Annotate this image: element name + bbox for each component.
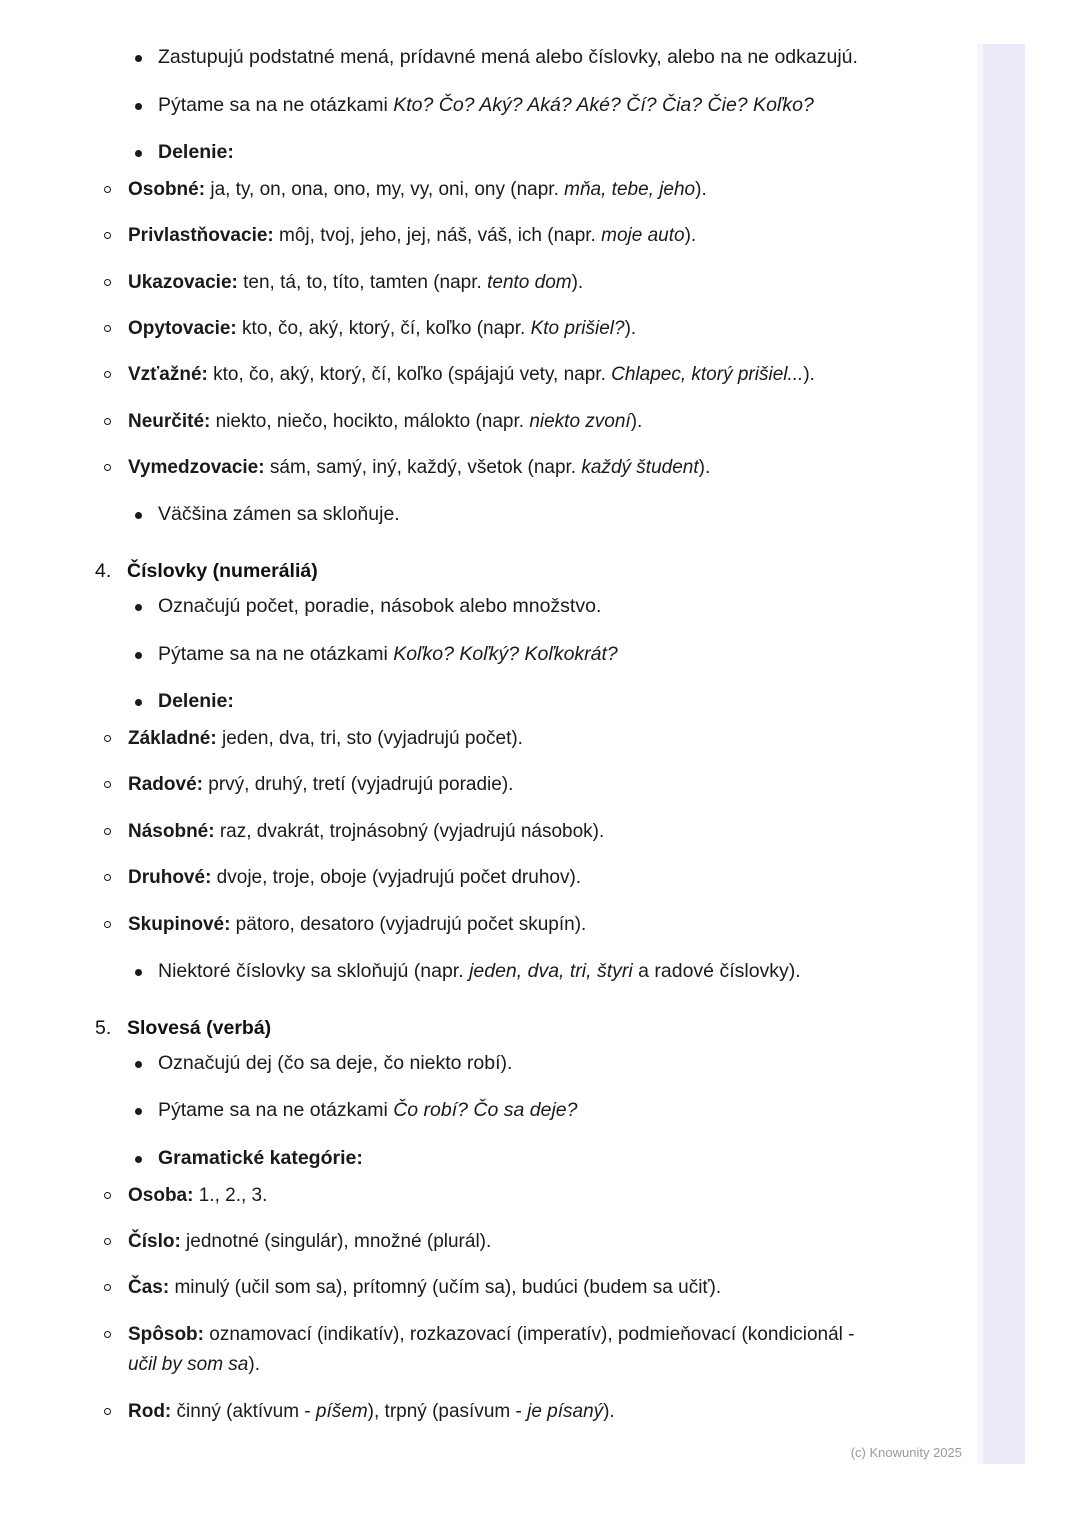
- sub-list-item: [95, 453, 885, 483]
- sub-list-item: [95, 770, 885, 800]
- sub-bullet-list: [95, 1181, 885, 1427]
- sub-list-item-text: Skupinové: pätoro, desatoro (vyjadrujú počet skupín).: [128, 913, 587, 935]
- sub-list-item-text: Vzťažné: kto, čo, aký, ktorý, čí, koľko (spájajú vety, napr. Chlapec, ktorý prišiel...).: [128, 364, 815, 386]
- sub-list-item-text: Číslo: jednotné (singulár), množné (plurál).: [128, 1230, 492, 1252]
- sub-list-item-text: Vymedzovacie: sám, samý, iný, každý, všetok (napr. každý študent).: [128, 457, 711, 479]
- sub-list-item-text: Privlastňovacie: môj, tvoj, jeho, jej, náš, váš, ich (napr. moje auto).: [128, 225, 697, 247]
- sub-list-item: [95, 221, 885, 251]
- list-item-text: Pýtame sa na ne otázkami Koľko? Koľký? Koľkokrát?: [158, 642, 618, 665]
- nested-list-holder: [95, 724, 885, 940]
- sub-list-item: [95, 1227, 885, 1257]
- list-item: [95, 42, 885, 74]
- sub-list-item-text: Opytovacie: kto, čo, aký, ktorý, čí, koľko (napr. Kto prišiel?).: [128, 317, 637, 339]
- list-item: [95, 686, 885, 940]
- outline-blocks: [95, 42, 885, 1427]
- bullet-list: [95, 1048, 885, 1427]
- list-item-text: Delenie:: [158, 690, 234, 713]
- list-item-text: Označujú počet, poradie, násobok alebo množstvo.: [158, 595, 602, 618]
- list-item-text: Pýtame sa na ne otázkami Kto? Čo? Aký? Aká? Aké? Čí? Čia? Čie? Koľko?: [158, 93, 814, 116]
- sub-list-item: [95, 175, 885, 205]
- sub-list-item: [95, 360, 885, 390]
- list-item-text: Gramatické kategórie:: [158, 1147, 363, 1169]
- sub-list-item: [95, 817, 885, 847]
- page-decoration-band: [983, 44, 1025, 1464]
- section-number: 4.: [95, 560, 112, 583]
- sub-list-item: [95, 724, 885, 754]
- bullet-list: [95, 42, 885, 531]
- sub-list-item: [95, 314, 885, 344]
- section-title: Číslovky (numeráliá): [127, 560, 318, 583]
- sub-list-item: [95, 1273, 885, 1303]
- copyright-notice: (c) Knowunity 2025: [850, 1445, 962, 1460]
- sub-list-item: [95, 863, 885, 893]
- list-item-text: Väčšina zámen sa skloňuje.: [158, 503, 400, 526]
- sub-bullet-list: [95, 724, 885, 940]
- sub-list-item-text: Radové: prvý, druhý, tretí (vyjadrujú poradie).: [128, 774, 514, 796]
- sub-list-item-text: Neurčité: niekto, niečo, hocikto, málokto (napr. niekto zvoní).: [128, 410, 643, 432]
- sub-list-item-text: Osobné: ja, ty, on, ona, ono, my, vy, oni, ony (napr. mňa, tebe, jeho).: [128, 178, 707, 200]
- sub-list-item: [95, 1320, 885, 1381]
- sub-list-item-text: Rod: činný (aktívum - píšem), trpný (pasívum - je písaný).: [128, 1400, 615, 1422]
- section-heading: [95, 1014, 885, 1042]
- list-item: [95, 1143, 885, 1427]
- sub-list-item: [95, 407, 885, 437]
- sub-list-item-text: Základné: jeden, dva, tri, sto (vyjadrujú počet).: [128, 728, 523, 750]
- section-number: 5.: [95, 1016, 112, 1039]
- sub-list-item: [95, 268, 885, 298]
- bullet-list: [95, 591, 885, 987]
- list-item: [95, 1048, 885, 1080]
- list-item-text: Delenie:: [158, 141, 234, 164]
- sub-list-item-text: Čas: minulý (učil som sa), prítomný (učím sa), budúci (budem sa učiť).: [128, 1277, 722, 1299]
- sub-list-item-text: Druhové: dvoje, troje, oboje (vyjadrujú počet druhov).: [128, 867, 582, 889]
- list-item-text: Zastupujú podstatné mená, prídavné mená alebo číslovky, alebo na ne odkazujú.: [158, 46, 858, 68]
- sub-list-item-text: Osoba: 1., 2., 3.: [128, 1184, 268, 1206]
- section-title: Slovesá (verbá): [127, 1016, 272, 1039]
- sub-list-item-text: Násobné: raz, dvakrát, trojnásobný (vyjadrujú násobok).: [128, 820, 605, 842]
- section-heading: [95, 557, 885, 585]
- list-item: [95, 90, 885, 122]
- sub-list-item-text: Spôsob: oznamovací (indikatív), rozkazovací (imperatív), podmieňovací (kondicionál - učil by som sa).: [128, 1323, 855, 1376]
- list-item: [95, 137, 885, 483]
- page-decoration-band-light: [977, 44, 983, 1464]
- sub-list-item: [95, 1397, 885, 1427]
- nested-list-holder: [95, 1181, 885, 1427]
- sub-list-item-text: Ukazovacie: ten, tá, to, títo, tamten (napr. tento dom).: [128, 271, 584, 293]
- list-item: [95, 956, 885, 988]
- list-item: [95, 591, 885, 623]
- sub-list-item: [95, 910, 885, 940]
- list-item-text: Označujú dej (čo sa deje, čo niekto robí).: [158, 1051, 513, 1074]
- list-item: [95, 1095, 885, 1127]
- list-item: [95, 639, 885, 671]
- nested-list-holder: [95, 175, 885, 484]
- list-item-text: Niektoré číslovky sa skloňujú (napr. jeden, dva, tri, štyri a radové číslovky).: [158, 960, 801, 982]
- list-item: [95, 499, 885, 531]
- sub-list-item: [95, 1181, 885, 1211]
- list-item-text: Pýtame sa na ne otázkami Čo robí? Čo sa deje?: [158, 1099, 578, 1122]
- document-content: [95, 42, 885, 1443]
- sub-bullet-list: [95, 175, 885, 484]
